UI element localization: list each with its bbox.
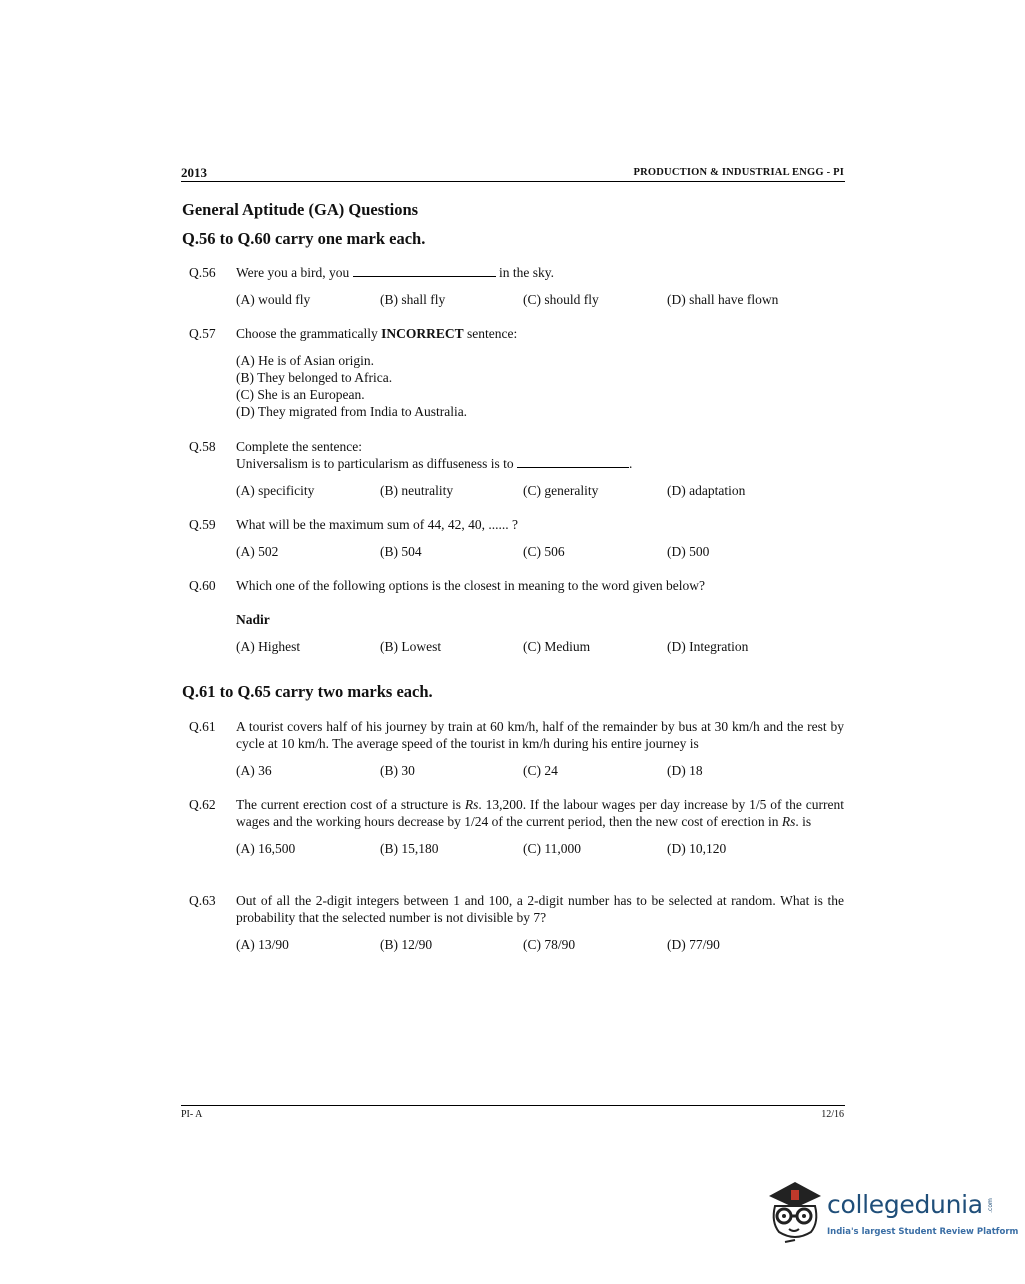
question-text-start: Were you a bird, you [236, 265, 350, 280]
option-c: (C) She is an European. [236, 387, 365, 402]
currency-rs: Rs [781, 814, 796, 829]
option-a: (A) 36 [236, 763, 272, 778]
option-c: (C) 78/90 [523, 937, 576, 952]
question-number: Q.57 [189, 326, 216, 341]
question-text-part3: . is [795, 814, 812, 829]
answer-blank [353, 265, 496, 277]
question-text: Out of all the 2-digit integers between 1 and 100, a 2-digit number has to be selected at random. What is the probability that the selected number is not divisible by 7? [236, 893, 844, 925]
option-a: (A) 13/90 [236, 937, 289, 952]
question-text-line2 [236, 455, 844, 472]
mascot-icon [765, 1178, 823, 1244]
question-text-part2: . 13,200. If the labour wages per day increase by 1/5 of the current wages and the working hours decrease by 1/24 of the current period, then the new cost of erection in [236, 797, 845, 829]
question-word: Nadir [236, 612, 270, 627]
header-divider [181, 181, 845, 182]
header-year: 2013 [181, 165, 207, 180]
option-b: (B) 15,180 [380, 841, 439, 856]
option-c: (C) Medium [523, 639, 591, 654]
option-a: (A) He is of Asian origin. [236, 353, 374, 368]
logo-wordmark: collegedunia [827, 1190, 983, 1219]
option-c: (C) 24 [523, 763, 558, 778]
question-text [236, 796, 844, 830]
option-d: (D) 500 [667, 544, 710, 559]
answer-blank [517, 456, 629, 468]
question-61 [189, 718, 844, 779]
options-row [236, 482, 844, 499]
question-number: Q.60 [189, 578, 216, 593]
option-d: (D) shall have flown [667, 292, 779, 307]
option-a: (A) 16,500 [236, 841, 296, 856]
question-number: Q.63 [189, 893, 216, 908]
question-text-end: sentence: [466, 326, 518, 341]
collegedunia-logo [765, 1176, 1019, 1248]
options-row [236, 291, 844, 308]
option-d: (D) 10,120 [667, 841, 727, 856]
question-56 [189, 264, 844, 308]
question-number: Q.61 [189, 719, 216, 734]
question-63 [189, 892, 844, 953]
option-b: (B) 12/90 [380, 937, 433, 952]
question-text: Which one of the following options is the closest in meaning to the word given below? [236, 578, 706, 593]
question-keyword: INCORRECT [381, 326, 464, 341]
question-number: Q.58 [189, 439, 216, 454]
option-c: (C) 506 [523, 544, 565, 559]
option-c: (C) should fly [523, 292, 599, 307]
options-row [236, 543, 844, 560]
option-d: (D) 18 [667, 763, 703, 778]
question-57 [189, 325, 844, 420]
option-b: (B) Lowest [380, 639, 442, 654]
option-a: (A) specificity [236, 483, 315, 498]
section-title-ga: General Aptitude (GA) Questions [182, 200, 419, 219]
question-58 [189, 438, 844, 499]
options-row [236, 762, 844, 779]
section-title-two-marks: Q.61 to Q.65 carry two marks each. [182, 682, 433, 701]
option-a: (A) Highest [236, 639, 301, 654]
option-d: (D) 77/90 [667, 937, 720, 952]
footer-page-number: 12/16 [821, 1109, 844, 1120]
options-list [236, 352, 844, 420]
question-number: Q.59 [189, 517, 216, 532]
question-text: What will be the maximum sum of 44, 42, 40, ...... ? [236, 517, 518, 532]
option-b: (B) neutrality [380, 483, 454, 498]
options-row [236, 638, 844, 655]
option-c: (C) generality [523, 483, 599, 498]
question-text-start: Choose the grammatically [236, 326, 378, 341]
question-60 [189, 577, 844, 655]
option-d: (D) They migrated from India to Australia. [236, 404, 468, 419]
option-c: (C) 11,000 [523, 841, 581, 856]
question-text-start: Universalism is to particularism as diffuseness is to [236, 456, 514, 471]
options-row [236, 936, 844, 953]
question-text [236, 325, 844, 342]
question-number: Q.62 [189, 797, 216, 812]
section-title-one-mark: Q.56 to Q.60 carry one mark each. [182, 229, 426, 248]
question-text: A tourist covers half of his journey by train at 60 km/h, half of the remainder by bus at 30 km/h and the rest by cycle at 10 km/h. The average speed of the tourist in km/h during his entire journey is [236, 719, 844, 751]
option-b: (B) shall fly [380, 292, 446, 307]
question-text-line1: Complete the sentence: [236, 439, 362, 454]
footer-divider [181, 1105, 845, 1106]
question-number: Q.56 [189, 265, 216, 280]
option-d: (D) Integration [667, 639, 749, 654]
logo-domain-suffix: .com [986, 1198, 994, 1213]
option-b: (B) 504 [380, 544, 422, 559]
question-text-end: . [628, 456, 633, 471]
footer-paper-code: PI- A [181, 1109, 203, 1120]
question-text-part1: The current erection cost of a structure is [236, 797, 462, 812]
option-d: (D) adaptation [667, 483, 746, 498]
option-b: (B) 30 [380, 763, 415, 778]
options-row [236, 840, 844, 857]
question-59 [189, 516, 844, 560]
option-b: (B) They belonged to Africa. [236, 370, 393, 385]
currency-rs: Rs [464, 797, 479, 812]
header-subject: PRODUCTION & INDUSTRIAL ENGG - PI [633, 167, 844, 178]
question-62 [189, 796, 844, 857]
question-text-end: in the sky. [499, 265, 555, 280]
option-a: (A) 502 [236, 544, 279, 559]
logo-tagline: India's largest Student Review Platform [827, 1227, 1019, 1237]
question-text [236, 264, 844, 281]
option-a: (A) would fly [236, 292, 311, 307]
